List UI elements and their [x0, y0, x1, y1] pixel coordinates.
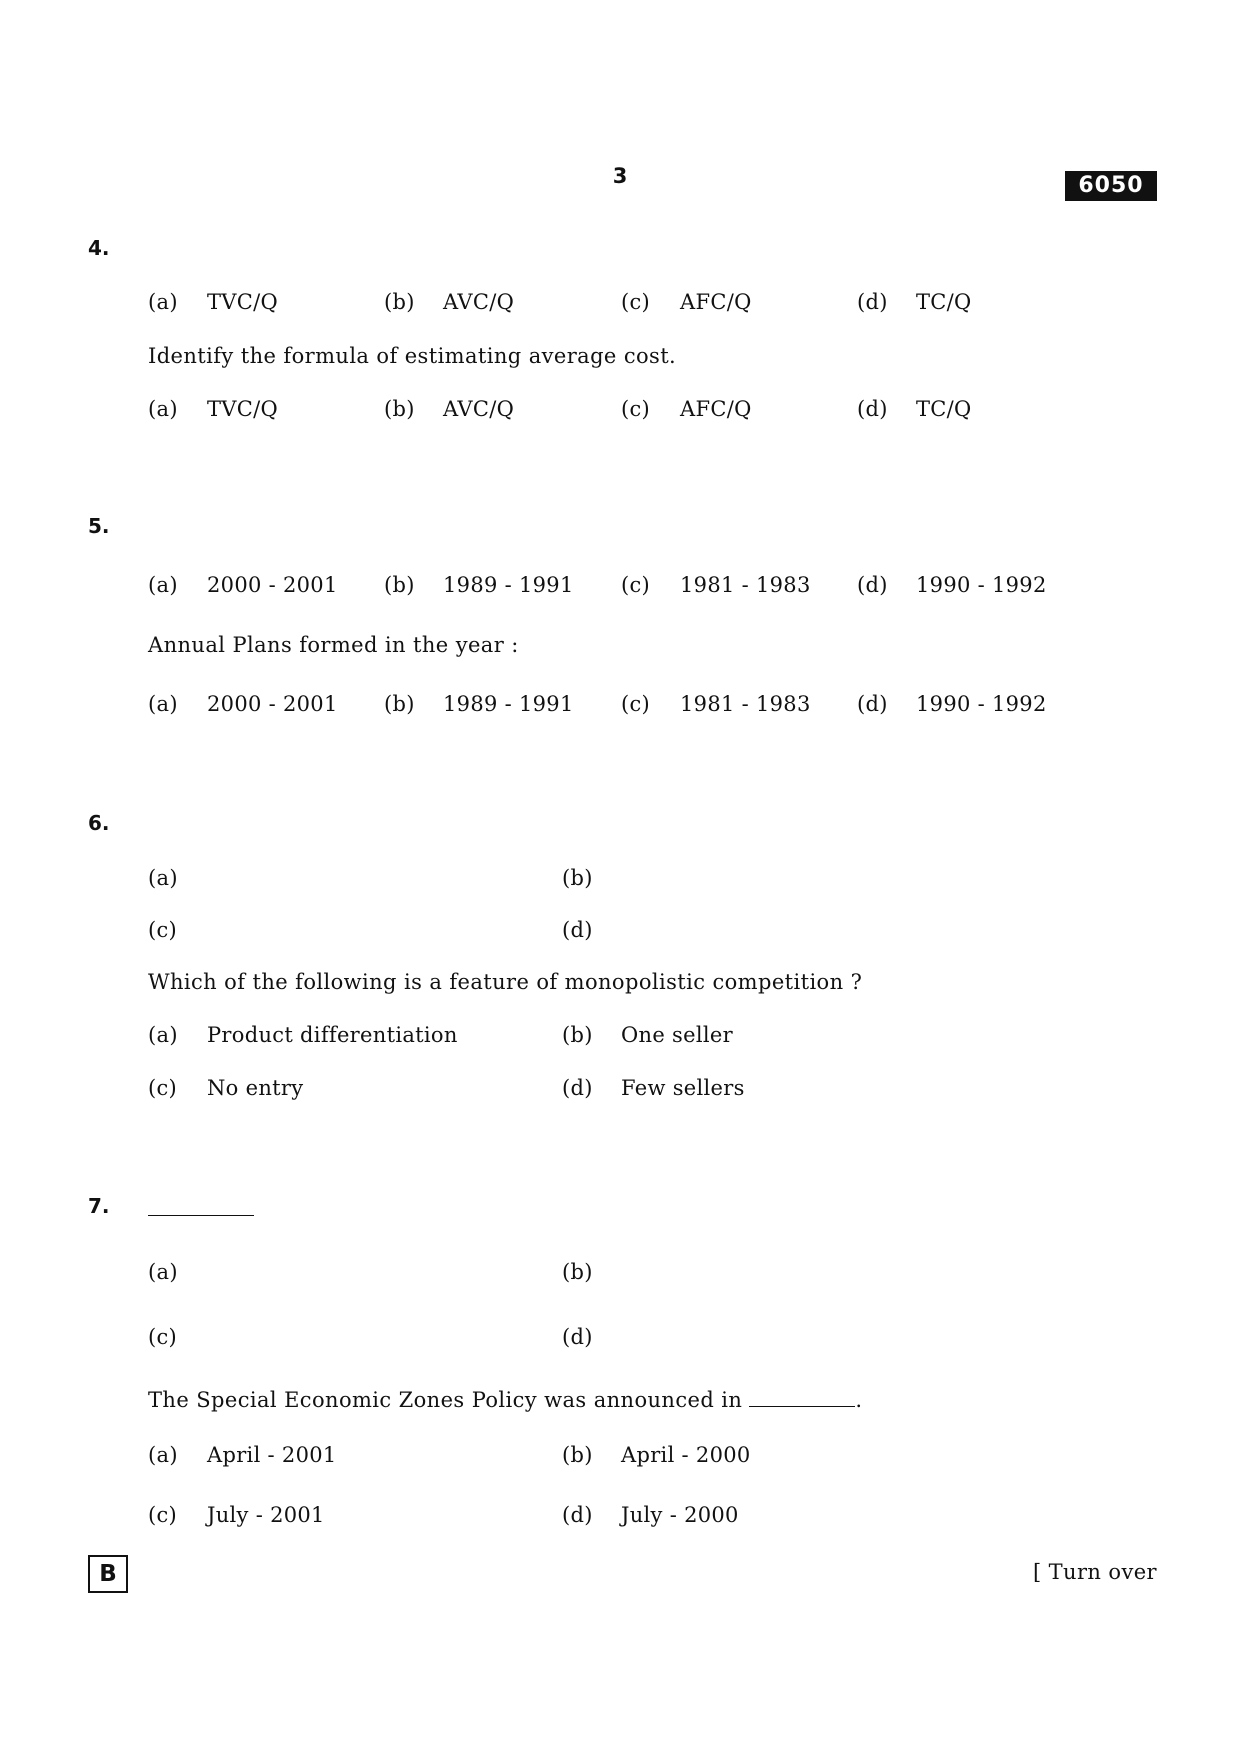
option-b-kannada: (b) 1989 - 1991: [384, 573, 574, 597]
fill-in-blank: [749, 1385, 855, 1407]
option-b-english: (b) 1989 - 1991: [384, 692, 574, 716]
option-c-kannada: (c) AFC/Q: [621, 290, 752, 314]
question-number: 6.: [88, 811, 110, 835]
question-set-badge: B: [88, 1555, 128, 1593]
option-c-english: (c) 1981 - 1983: [621, 692, 811, 716]
option-d-kannada: (d) 1990 - 1992: [857, 573, 1047, 597]
option-d-english: (d) 1990 - 1992: [857, 692, 1047, 716]
page-number: 3: [612, 164, 628, 188]
paper-code-badge: 6050: [1065, 171, 1157, 201]
option-d-kannada: (d): [562, 1325, 593, 1349]
option-d-english: (d) July - 2000: [562, 1503, 739, 1527]
option-c-kannada: (c): [148, 1325, 178, 1349]
turn-over-note: [ Turn over: [1032, 1560, 1157, 1584]
option-c-english: (c) July - 2001: [148, 1503, 325, 1527]
option-d-kannada: (d): [562, 918, 593, 942]
option-d-english: (d) TC/Q: [857, 397, 972, 421]
question-text-english: Annual Plans formed in the year :: [148, 633, 519, 657]
option-a-kannada: (a): [148, 1260, 178, 1284]
question-text-english: Identify the formula of estimating average cost.: [148, 344, 677, 368]
option-c-kannada: (c): [148, 918, 178, 942]
option-a-english: (a) Product differentiation: [148, 1023, 458, 1047]
option-b-english: (b) April - 2000: [562, 1443, 751, 1467]
question-number: 4.: [88, 236, 110, 260]
option-b-kannada: (b): [562, 1260, 593, 1284]
fill-in-blank: [148, 1194, 254, 1216]
option-c-kannada: (c) 1981 - 1983: [621, 573, 811, 597]
option-a-english: (a) TVC/Q: [148, 397, 279, 421]
question-text-english: The Special Economic Zones Policy was announced in .: [148, 1385, 862, 1412]
option-a-kannada: (a) 2000 - 2001: [148, 573, 338, 597]
option-c-english: (c) AFC/Q: [621, 397, 752, 421]
option-a-kannada: (a): [148, 866, 178, 890]
option-b-english: (b) AVC/Q: [384, 397, 515, 421]
option-b-kannada: (b): [562, 866, 593, 890]
option-b-kannada: (b) AVC/Q: [384, 290, 515, 314]
option-a-english: (a) 2000 - 2001: [148, 692, 338, 716]
option-d-kannada: (d) TC/Q: [857, 290, 972, 314]
option-a-kannada: (a) TVC/Q: [148, 290, 279, 314]
option-b-english: (b) One seller: [562, 1023, 733, 1047]
question-number: 7.: [88, 1194, 110, 1218]
option-a-english: (a) April - 2001: [148, 1443, 337, 1467]
option-d-english: (d) Few sellers: [562, 1076, 745, 1100]
option-c-english: (c) No entry: [148, 1076, 304, 1100]
question-text-english: Which of the following is a feature of monopolistic competition ?: [148, 970, 863, 994]
question-number: 5.: [88, 514, 110, 538]
question-text-kannada: [148, 1194, 254, 1221]
